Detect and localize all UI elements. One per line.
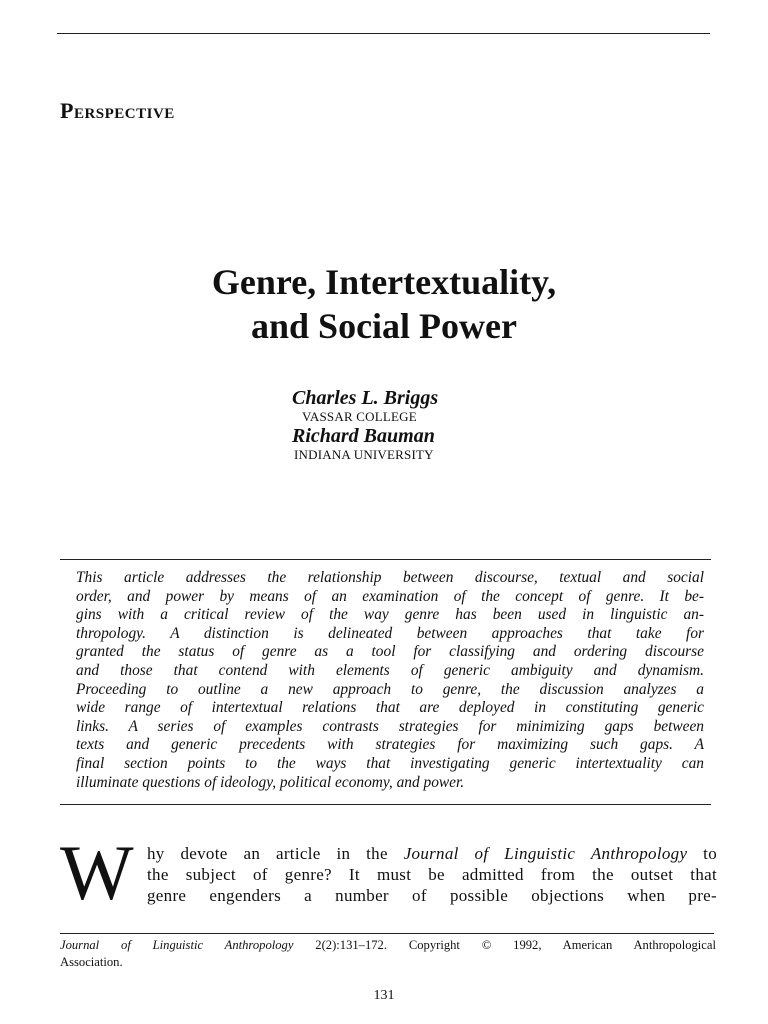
abstract-line: Proceeding to outline a new approach to genre, the discussion analyzes a: [76, 680, 704, 698]
drop-cap: W: [60, 829, 134, 916]
abstract-line: gins with a critical review of the way genre has been used in linguistic an-: [76, 606, 704, 624]
abstract-top-rule: [60, 559, 711, 560]
abstract-line: thropology. A distinction is delineated between approaches that take for: [76, 624, 704, 642]
page-number: 131: [373, 988, 395, 1003]
section-label: Perspective: [60, 98, 175, 123]
footnote-line: [60, 937, 716, 954]
top-rule: [57, 33, 710, 34]
footnote: [60, 937, 716, 971]
abstract-line: order, and power by means of an examination of the concept of genre. It be-: [76, 587, 704, 605]
abstract-line: and those that contend with elements of generic ambiguity and dynamism.: [76, 661, 704, 679]
abstract-line: granted the status of genre as a tool for classifying and ordering discourse: [76, 643, 704, 661]
body-text-segment: to: [687, 844, 717, 863]
journal-name: Journal of Linguistic Anthropology: [403, 844, 688, 863]
abstract-line: wide range of intertextual relations that are deployed in constituting generic: [76, 699, 704, 717]
title-line-2: and Social Power: [251, 306, 517, 346]
footnote-line: Association.: [60, 955, 123, 969]
abstract-line: links. A series of examples contrasts strategies for minimizing gaps between: [76, 717, 704, 735]
body-text-segment: hy devote an article in the: [147, 844, 404, 863]
footnote-rule: [60, 933, 714, 934]
body-line: the subject of genre? It must be admitted from the outset that: [147, 865, 717, 884]
abstract-line: texts and generic precedents with strategies for maximizing such gaps. A: [76, 736, 704, 754]
footnote-citation: 2(2):131–172. Copyright © 1992, American Anthropological: [293, 938, 716, 952]
author-name: Charles L. Briggs: [292, 387, 439, 409]
abstract-bottom-rule: [60, 804, 711, 805]
title-line-1: Genre, Intertextuality,: [211, 262, 557, 302]
abstract-line: illuminate questions of ideology, political economy, and power.: [76, 773, 465, 791]
article-title: [0, 262, 768, 346]
author-block: [292, 387, 592, 462]
abstract: [76, 569, 704, 792]
abstract-line: final section points to the ways that investigating generic intertextuality can: [76, 754, 704, 772]
author-affiliation: VASSAR COLLEGE: [302, 409, 417, 424]
body-line: genre engenders a number of possible objections when pre-: [147, 886, 717, 905]
footnote-journal: Journal of Linguistic Anthropology: [60, 938, 294, 952]
body-paragraph: [147, 843, 717, 906]
abstract-line: This article addresses the relationship between discourse, textual and social: [76, 569, 704, 586]
body-line: [147, 843, 717, 864]
author-affiliation: INDIANA UNIVERSITY: [294, 447, 434, 462]
author-name: Richard Bauman: [292, 425, 435, 447]
